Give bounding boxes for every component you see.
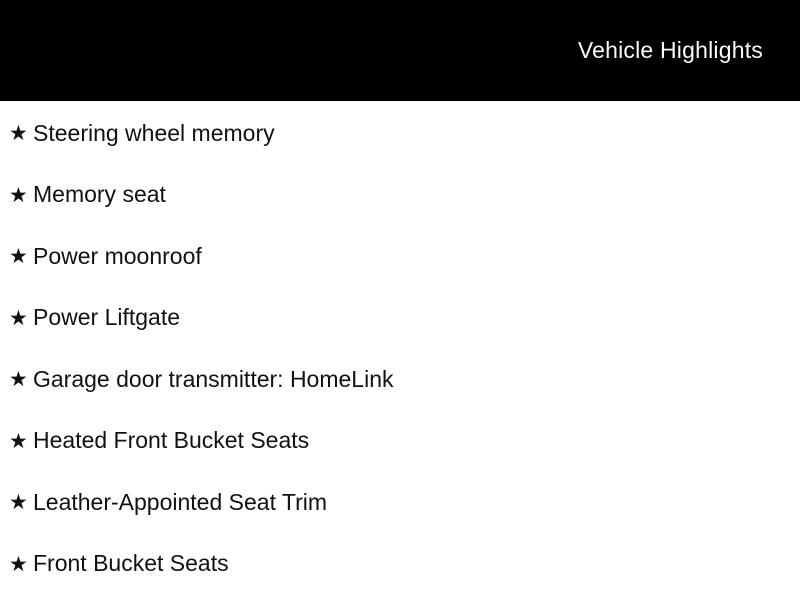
star-icon: ★: [9, 491, 28, 515]
star-icon: ★: [9, 306, 28, 330]
star-icon: ★: [9, 552, 28, 576]
list-item: [9, 165, 800, 227]
list-item: [9, 226, 800, 288]
list-item: [9, 288, 800, 350]
list-item-label: Leather-Appointed Seat Trim: [33, 488, 328, 515]
list-item-label: Steering wheel memory: [33, 119, 275, 146]
list-item-label: Front Bucket Seats: [33, 550, 229, 577]
star-icon: ★: [9, 368, 28, 392]
list-item: [9, 534, 800, 596]
list-item-label: Heated Front Bucket Seats: [33, 427, 310, 454]
list-item: [9, 411, 800, 473]
list-item: [9, 103, 800, 165]
star-icon: ★: [9, 429, 28, 453]
list-item-label: Power Liftgate: [33, 304, 181, 331]
list-item-label: Memory seat: [33, 181, 166, 208]
list-item-label: Power moonroof: [33, 242, 202, 269]
list-item: [9, 349, 800, 411]
star-icon: ★: [9, 183, 28, 207]
star-icon: ★: [9, 245, 28, 269]
star-icon: ★: [9, 122, 28, 146]
page-title: Vehicle Highlights: [577, 37, 763, 63]
list-item: [9, 472, 800, 534]
list-item-label: Garage door transmitter: HomeLink: [33, 365, 394, 392]
header-bar: [0, 0, 800, 101]
highlights-list: [0, 101, 800, 595]
